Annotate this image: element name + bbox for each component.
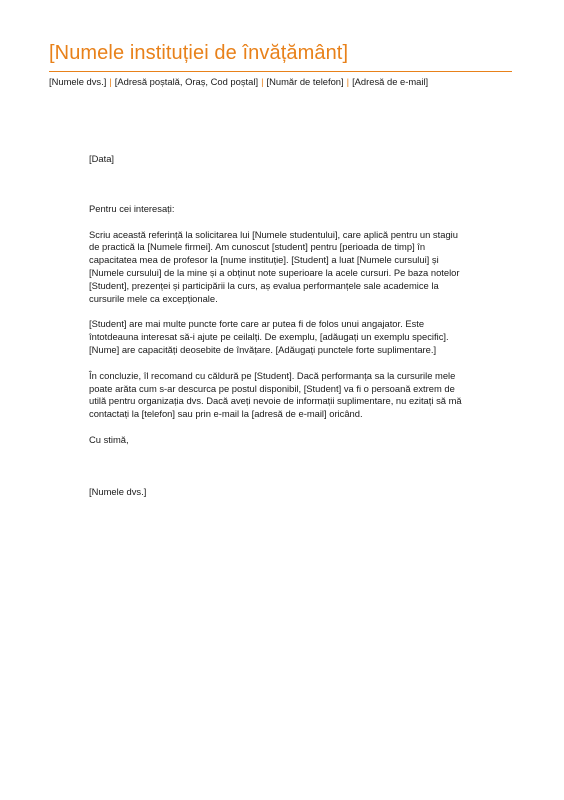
header-divider	[49, 71, 512, 72]
letter-signature[interactable]: [Numele dvs.]	[89, 485, 147, 497]
contact-address[interactable]: [Adresă poștală, Oraș, Cod poștal]	[114, 76, 259, 87]
letter-paragraph-strengths: [Student] are mai multe puncte forte care ar putea fi de folos unui angajator. Este întotdeauna interesat să-i ajute pe ceilalți. De exemplu, [adăugați un exemplu specific]. [Nume] are capacități deosebite de învățare. [Adăugați punctele forte suplimentare.]	[89, 318, 449, 355]
contact-separator: |	[109, 76, 112, 87]
letter-paragraph-conclusion: În concluzie, îl recomand cu căldură pe [Student]. Dacă performanța sa la cursurile mele poate arăta cum s-ar descurca pe postul disponibil, [Student] va fi o persoană extrem de utilă pentru organizația dvs. Dacă aveți nevoie de informații suplimentare, nu ezitați să mă contactați la [telefon] sau prin e-mail la [adresă de e-mail] oricând.	[89, 369, 462, 420]
letter-body	[89, 153, 465, 499]
contact-separator: |	[261, 76, 264, 87]
institution-name-heading[interactable]: [Numele instituției de învățământ]	[49, 42, 349, 64]
letter-salutation: Pentru cei interesați:	[89, 202, 175, 214]
letter-paragraph-intro: Scriu această referință la solicitarea lui [Numele studentului], care aplică pentru un stagiu de practică la [Numele firmei]. Am cunoscut [student] pentru [perioada de timp] în capacitatea mea de profesor la [nume instituție]. [Student] a luat [Numele cursului] și [Numele cursului] de la mine și a obținut note superioare la acele cursuri. Pe baza notelor [Student], prezenței și participării la curs, aș evalua performanțele sale academice la cursurile mele ca excepționale.	[89, 228, 460, 304]
contact-info-line	[49, 76, 428, 87]
contact-name[interactable]: [Numele dvs.]	[49, 76, 107, 87]
letter-closing: Cu stimă,	[89, 433, 129, 445]
contact-email[interactable]: [Adresă de e-mail]	[352, 76, 429, 87]
contact-phone[interactable]: [Număr de telefon]	[266, 76, 344, 87]
contact-separator: |	[346, 76, 350, 87]
letter-date[interactable]: [Data]	[89, 153, 115, 164]
